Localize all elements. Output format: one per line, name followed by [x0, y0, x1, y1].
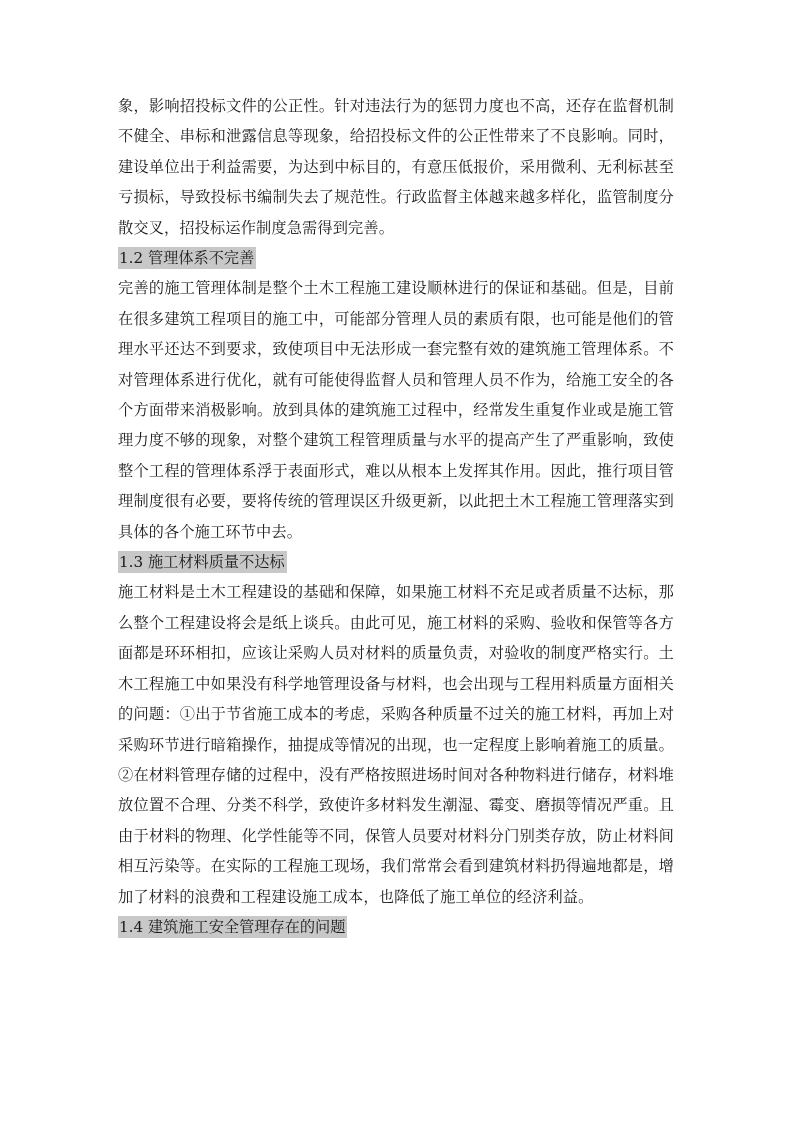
section-body-1-3: 施工材料是土木工程建设的基础和保障，如果施工材料不充足或者质量不达标，那么整个工程建设将会是纸上谈兵。由此可见，施工材料的采购、验收和保管等各方面都是环环相扣，应该让采购人员对材料的质量负责，对验收的制度严格实行。土木工程施工中如果没有科学地管理设备与材料，也会出现与工程用料质量方面相关的问题：①出于节省施工成本的考虑，采购各种质量不过关的施工材料，再加上对采购环节进行暗箱操作，抽提成等情况的出现，也一定程度上影响着施工的质量。②在材料管理存储的过程中，没有严格按照进场时间对各种物料进行储存，材料堆放位置不合理、分类不科学，致使许多材料发生潮湿、霉变、磨损等情况严重。且由于材料的物理、化学性能等不同，保管人员要对材料分门别类存放，防止材料间相互污染等。在实际的工程施工现场，我们常常会看到建筑材料扔得遍地都是，增加了材料的浪费和工程建设施工成本，也降低了施工单位的经济利益。 [118, 583, 674, 906]
section-heading-1-3: 1.3 施工材料质量不达标 [119, 553, 285, 572]
section-heading-1-4: 1.4 建筑施工安全管理存在的问题 [119, 918, 346, 937]
section-body-1-2: 完善的施工管理体制是整个土木工程施工建设顺林进行的保证和基础。但是，目前在很多建筑工程项目的施工中，可能部分管理人员的素质有限，也可能是他们的管理水平还达不到要求，致使项目中无法形成一套完整有效的建筑施工管理体系。不对管理体系进行优化，就有可能使得监督人员和管理人员不作为，给施工安全的各个方面带来消极影响。放到具体的建筑施工过程中，经常发生重复作业或是施工管理力度不够的现象，对整个建筑工程管理质量与水平的提高产生了严重影响，致使整个工程的管理体系浮于表面形式，难以从根本上发挥其作用。因此，推行项目管理制度很有必要，要将传统的管理误区升级更新，以此把土木工程施工管理落实到具体的各个施工环节中去。 [118, 279, 674, 541]
section-heading-row [118, 243, 674, 273]
section-heading-row [118, 912, 674, 942]
section-heading-1-2: 1.2 管理体系不完善 [119, 249, 255, 268]
intro-paragraph: 象，影响招投标文件的公正性。针对违法行为的惩罚力度也不高，还存在监督机制不健全、串标和泄露信息等现象，给招投标文件的公正性带来了不良影响。同时，建设单位出于利益需要，为达到中标目的，有意压低报价，采用微利、无利标甚至亏损标，导致投标书编制失去了规范性。行政监督主体越来越多样化，监管制度分散交叉，招投标运作制度急需得到完善。 [118, 97, 674, 237]
section-heading-row [118, 547, 674, 577]
document-body [118, 91, 674, 942]
